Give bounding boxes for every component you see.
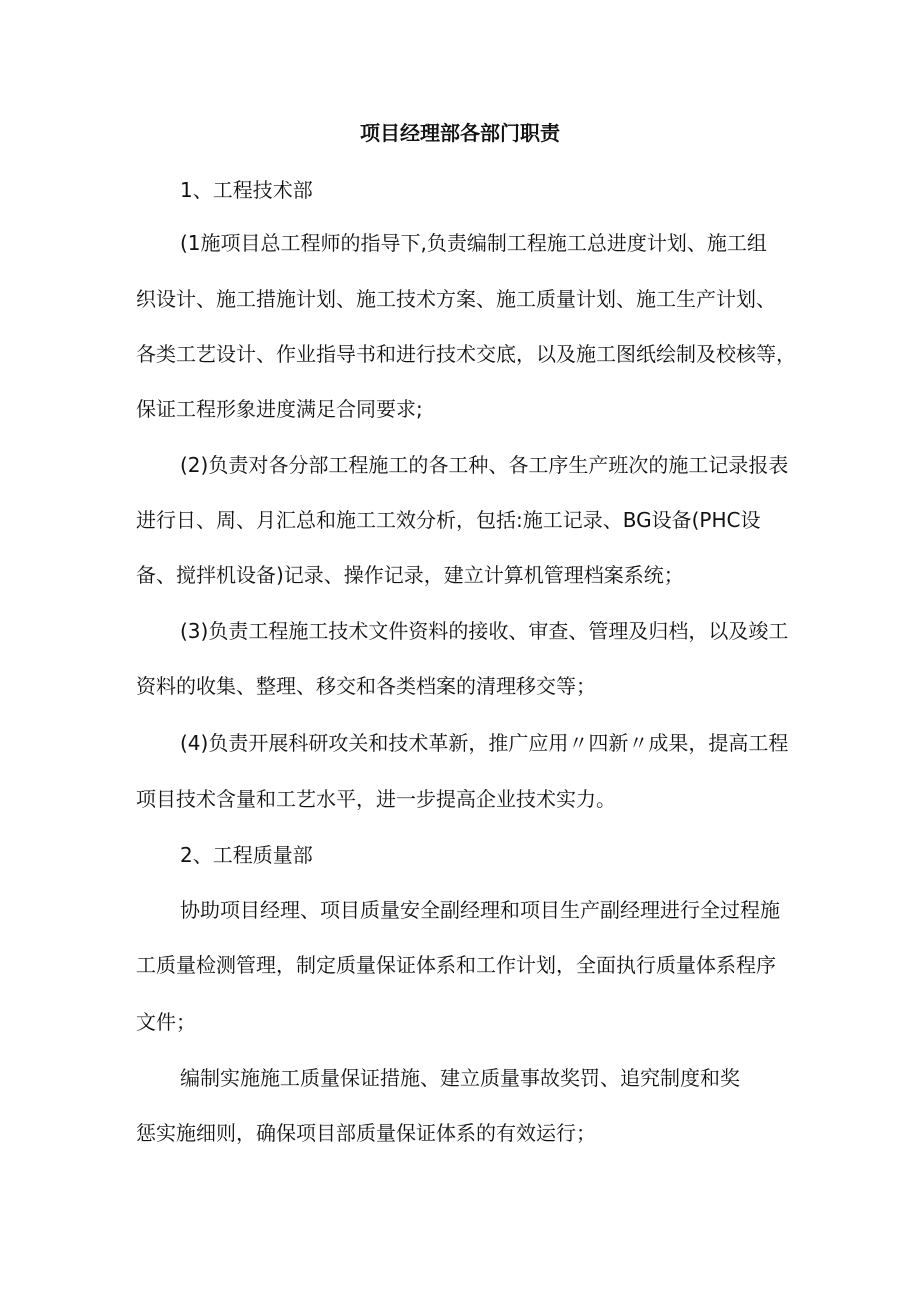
paragraph-line: (3)负责工程施工技术文件资料的接收、审查、管理及归档，以及竣工 <box>180 619 789 643</box>
paragraph-line: 文件； <box>136 1010 196 1034</box>
paragraph-line: 工质量检测管理，制定质量保证体系和工作计划，全面执行质量体系程序 <box>136 953 776 977</box>
section-heading-engineering-tech: 1、工程技术部 <box>180 178 313 202</box>
paragraph-line: 编制实施施工质量保证措施、建立质量事故奖罚、追究制度和奖 <box>180 1066 740 1090</box>
paragraph-line: 惩实施细则，确保项目部质量保证体系的有效运行； <box>136 1121 596 1145</box>
paragraph-line: (2)负责对各分部工程施工的各工种、各工序生产班次的施工记录报表 <box>180 453 789 477</box>
paragraph-line: 保证工程形象进度满足合同要求; <box>136 397 423 421</box>
paragraph-line: 项目技术含量和工艺水平，进一步提高企业技术实力。 <box>136 787 616 811</box>
paragraph-line: 各类工艺设计、作业指导书和进行技术交底，以及施工图纸绘制及校核等， <box>136 342 796 366</box>
paragraph-line: 资料的收集、整理、移交和各类档案的清理移交等； <box>136 674 596 698</box>
paragraph-line: (4)负责开展科研攻关和技术革新，推广应用〃四新〃成果，提高工程 <box>180 731 789 755</box>
section-heading-quality: 2、工程质量部 <box>180 843 313 867</box>
paragraph-line: (1施项目总工程师的指导下,负责编制工程施工总进度计划、施工组 <box>180 231 767 255</box>
document-title: 项目经理部各部门职责 <box>360 121 560 145</box>
paragraph-line: 进行日、周、月汇总和施工工效分析，包括:施工记录、BG设备(PHC设 <box>136 508 761 532</box>
paragraph-line: 备、搅拌机设备)记录、操作记录，建立计算机管理档案系统； <box>136 563 684 587</box>
paragraph-line: 织设计、施工措施计划、施工技术方案、施工质量计划、施工生产计划、 <box>136 287 776 311</box>
paragraph-line: 协助项目经理、项目质量安全副经理和项目生产副经理进行全过程施 <box>180 898 780 922</box>
